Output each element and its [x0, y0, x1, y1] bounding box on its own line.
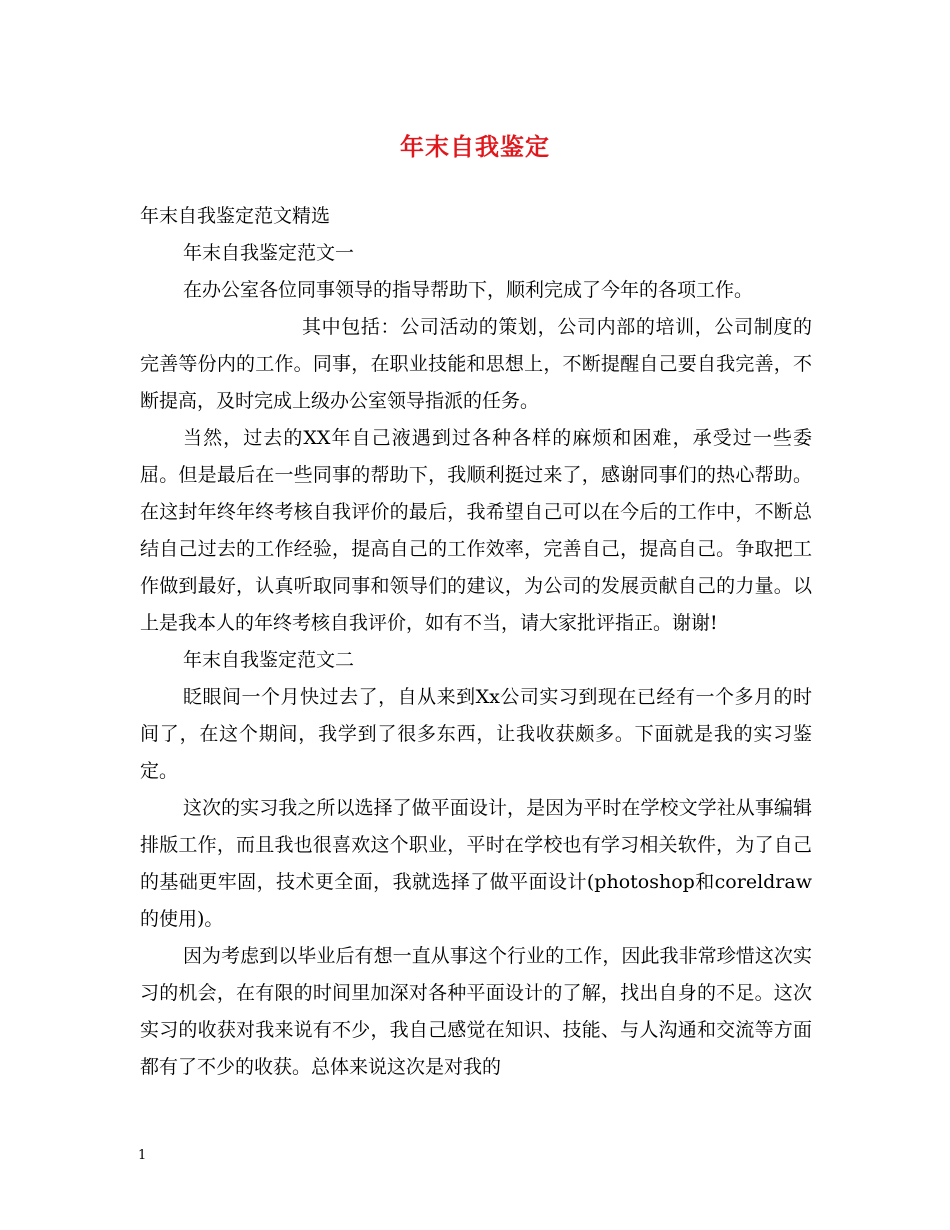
body-paragraph: 当然，过去的XX年自己液遇到过各种各样的麻烦和困难，承受过一些委屈。但是最后在一些同事的帮助下，我顺利挺过来了，感谢同事们的热心帮助。在这封年终年终考核自我评价的最后，我希望自己可以在今后的工作中，不断总结自己过去的工作经验，提高自己的工作效率，完善自己，提高自己。争取把工作做到最好，认真听取同事和领导们的建议，为公司的发展贡献自己的力量。以上是我本人的年终考核自我评价，如有不当，请大家批评指正。谢谢!: [140, 427, 812, 634]
body-paragraph: 其中包括：公司活动的策划，公司内部的培训，公司制度的完善等份内的工作。同事，在职业技能和思想上，不断提醒自己要自我完善，不断提高，及时完成上级办公室领导指派的任务。: [140, 316, 812, 412]
subsection-heading: 年末自我鉴定范文二: [183, 649, 355, 671]
body-paragraph: 在办公室各位同事领导的指导帮助下，顺利完成了今年的各项工作。: [183, 279, 754, 301]
body-paragraph: 眨眼间一个月快过去了，自从来到Xx公司实习到现在已经有一个多月的时间了，在这个期间，我学到了很多东西，让我收获颇多。下面就是我的实习鉴定。: [140, 686, 812, 782]
page-number: 1: [138, 1148, 147, 1163]
document-body: [140, 198, 812, 1086]
document-title: 年末自我鉴定: [400, 132, 550, 161]
subsection-heading: 年末自我鉴定范文一: [183, 242, 355, 264]
body-paragraph: 因为考虑到以毕业后有想一直从事这个行业的工作，因此我非常珍惜这次实习的机会，在有限的时间里加深对各种平面设计的了解，找出自身的不足。这次实习的收获对我来说有不少，我自己感觉在知识、技能、与人沟通和交流等方面都有了不少的收获。总体来说这次是对我的: [140, 945, 812, 1078]
section-heading: 年末自我鉴定范文精选: [140, 205, 331, 227]
body-paragraph: 这次的实习我之所以选择了做平面设计，是因为平时在学校文学社从事编辑排版工作，而且我也很喜欢这个职业，平时在学校也有学习相关软件，为了自己的基础更牢固，技术更全面，我就选择了做平面设计(photoshop和coreldraw的使用)。: [140, 797, 812, 930]
